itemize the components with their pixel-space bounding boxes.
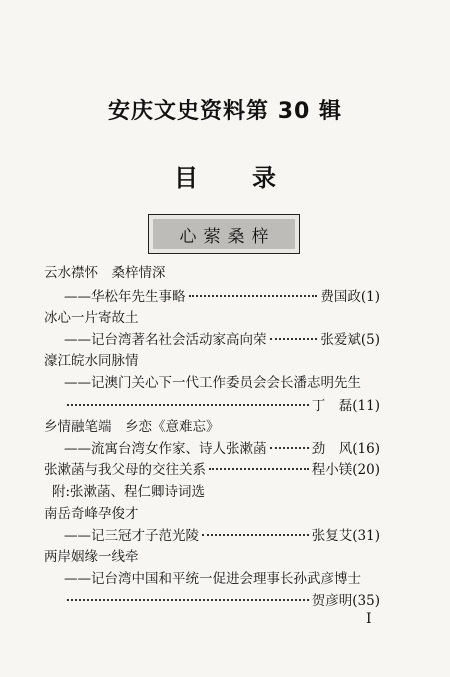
toc-subtitle[interactable] [64, 372, 380, 394]
leader-dots [202, 534, 309, 536]
toc-entry[interactable] [44, 459, 380, 481]
section-banner-inner [153, 219, 295, 249]
entry-title: ——记台湾著名社会活动家高向荣 [64, 332, 267, 348]
entry-title: ——记三冠才子范光陵 [64, 528, 199, 544]
page-number: I [366, 611, 372, 627]
entry-author-page: 张爱斌(5) [320, 332, 380, 348]
entry-author-page: 费国政(1) [320, 289, 380, 305]
toc-entry[interactable] [64, 438, 380, 460]
toc-heading[interactable] [44, 262, 380, 284]
section-banner [148, 214, 300, 254]
leader-dots [209, 468, 309, 470]
toc-subtitle[interactable] [64, 568, 380, 590]
heading-text: 冰心一片寄故土 [44, 310, 139, 326]
appendix-text: 附:张漱菡、程仁卿诗词选 [52, 484, 206, 500]
heading-text: 濠江皖水同脉情 [44, 353, 139, 369]
heading-text: 两岸姻缘一线牵 [44, 549, 139, 565]
leader-dots [67, 599, 309, 601]
subtitle-text: ——记台湾中国和平统一促进会理事长孙武彦博士 [64, 571, 361, 587]
toc-heading[interactable] [44, 307, 380, 329]
section-label: 心萦桑梓 [179, 226, 276, 247]
entry-author-page: 丁 磊(11) [311, 398, 380, 414]
entry-author-page: 张复艾(31) [311, 528, 380, 544]
toc-entry[interactable] [64, 590, 380, 612]
leader-dots [270, 338, 318, 340]
entry-author-page: 劲 风(16) [311, 441, 380, 457]
toc-entry[interactable] [64, 525, 380, 547]
subtitle-text: ——记澳门关心下一代工作委员会会长潘志明先生 [64, 375, 361, 391]
entry-title: ——流寓台湾女作家、诗人张漱菡 [64, 441, 267, 457]
toc-heading[interactable] [44, 350, 380, 372]
entry-title: 张漱菡与我父母的交往关系 [44, 462, 206, 478]
heading-text: 南岳奇峰孕俊才 [44, 506, 139, 522]
book-title: 安庆文史资料第 30 辑 [108, 99, 342, 124]
toc-heading[interactable] [44, 503, 380, 525]
heading-text: 云水襟怀 桑梓情深 [44, 265, 166, 281]
entry-author-page: 贺彦明(35) [311, 593, 380, 609]
toc-title: 目录 [174, 164, 330, 192]
toc-heading[interactable] [44, 416, 380, 438]
toc-entry[interactable] [64, 329, 380, 351]
leader-dots [67, 404, 309, 406]
toc-entry[interactable] [64, 395, 380, 417]
leader-dots [270, 447, 309, 449]
heading-text: 乡情融笔端 乡恋《意难忘》 [44, 419, 220, 435]
leader-dots [189, 295, 318, 297]
entry-title: ——华松年先生事略 [64, 289, 186, 305]
entry-author-page: 程小镁(20) [311, 462, 380, 478]
toc-appendix[interactable] [52, 481, 380, 503]
toc-entry[interactable] [64, 286, 380, 308]
toc-heading[interactable] [44, 546, 380, 568]
